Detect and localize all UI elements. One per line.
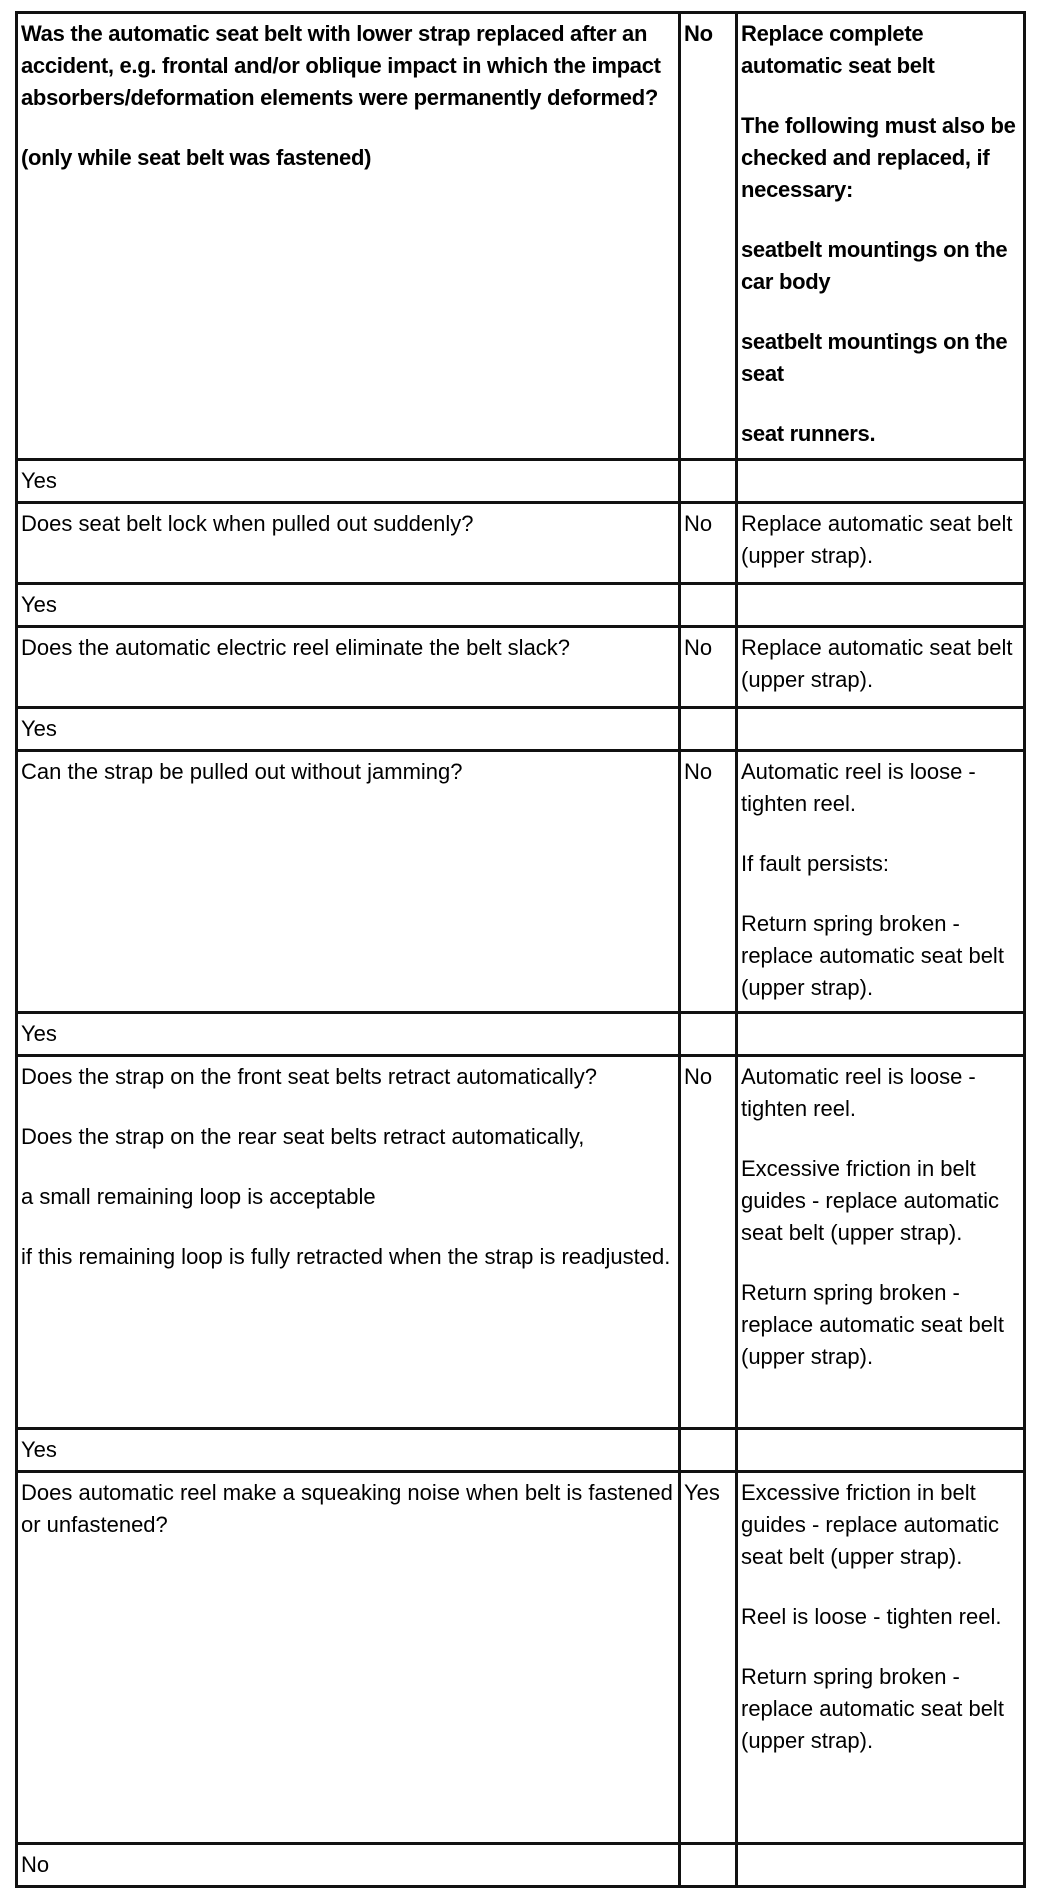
action-text: Replace automatic seat belt (upper strap). (741, 511, 1013, 568)
step-row (17, 503, 1025, 584)
action-text: Return spring broken - replace automatic seat belt (upper strap). (741, 1664, 1004, 1753)
action-text: seat runners. (741, 421, 876, 446)
action-cell (737, 627, 1025, 708)
question-cell (17, 1472, 680, 1844)
diagnostic-table (15, 11, 1026, 1888)
step-row (17, 751, 1025, 1013)
answer-text: No (684, 21, 713, 46)
empty-cell (680, 708, 737, 751)
next-step-label: Yes (17, 1013, 680, 1056)
action-text: Excessive friction in belt guides - replace automatic seat belt (upper strap). (741, 1156, 1000, 1245)
question-cell (17, 1056, 680, 1429)
empty-cell (737, 584, 1025, 627)
question-text: if this remaining loop is fully retracted when the strap is readjusted. (21, 1244, 671, 1269)
question-text: a small remaining loop is acceptable (21, 1184, 376, 1209)
step-row (17, 1056, 1025, 1429)
answer-cell (680, 1056, 737, 1429)
question-cell (17, 627, 680, 708)
next-step-label: Yes (17, 584, 680, 627)
empty-cell (737, 708, 1025, 751)
next-step-row (17, 1844, 1025, 1887)
answer-text: No (684, 635, 713, 660)
question-text: Was the automatic seat belt with lower strap replaced after an accident, e.g. frontal and/or oblique impact in which the impact absorbers/deformation elements were permanently deformed? (21, 21, 661, 110)
answer-cell (680, 751, 737, 1013)
next-step-row (17, 1013, 1025, 1056)
action-text: seatbelt mountings on the seat (741, 329, 1008, 386)
question-cell (17, 751, 680, 1013)
action-text: seatbelt mountings on the car body (741, 237, 1008, 294)
step-row (17, 1472, 1025, 1844)
answer-text: No (684, 511, 713, 536)
empty-cell (737, 1429, 1025, 1472)
next-step-label: Yes (17, 460, 680, 503)
next-step-label: Yes (17, 708, 680, 751)
answer-cell (680, 503, 737, 584)
answer-cell (680, 13, 737, 460)
action-text: Replace automatic seat belt (upper strap). (741, 635, 1013, 692)
empty-cell (737, 1844, 1025, 1887)
step-row (17, 13, 1025, 460)
empty-cell (737, 460, 1025, 503)
answer-cell (680, 627, 737, 708)
answer-cell (680, 1472, 737, 1844)
next-step-label: Yes (17, 1429, 680, 1472)
action-text: Return spring broken - replace automatic seat belt (upper strap). (741, 1280, 1004, 1369)
step-row (17, 627, 1025, 708)
empty-cell (680, 460, 737, 503)
action-text: Excessive friction in belt guides - replace automatic seat belt (upper strap). (741, 1480, 1000, 1569)
next-step-row (17, 708, 1025, 751)
question-text: Does automatic reel make a squeaking noise when belt is fastened or unfastened? (21, 1480, 673, 1537)
next-step-row (17, 584, 1025, 627)
next-step-label: No (17, 1844, 680, 1887)
question-cell (17, 503, 680, 584)
action-text: The following must also be checked and replaced, if necessary: (741, 113, 1016, 202)
question-text: Does seat belt lock when pulled out suddenly? (21, 511, 474, 536)
question-text: Does the strap on the rear seat belts retract automatically, (21, 1124, 585, 1149)
next-step-row (17, 1429, 1025, 1472)
action-cell (737, 1056, 1025, 1429)
answer-text: No (684, 759, 713, 784)
next-step-row (17, 460, 1025, 503)
question-text: Can the strap be pulled out without jamming? (21, 759, 463, 784)
empty-cell (737, 1013, 1025, 1056)
question-cell (17, 13, 680, 460)
action-cell (737, 503, 1025, 584)
action-text: Reel is loose - tighten reel. (741, 1604, 1002, 1629)
question-text: Does the strap on the front seat belts retract automatically? (21, 1064, 597, 1089)
question-text: Does the automatic electric reel eliminate the belt slack? (21, 635, 571, 660)
action-text: Automatic reel is loose - tighten reel. (741, 759, 976, 816)
empty-cell (680, 584, 737, 627)
action-text: If fault persists: (741, 851, 889, 876)
answer-text: No (684, 1064, 713, 1089)
question-text: (only while seat belt was fastened) (21, 145, 372, 170)
action-text: Replace complete automatic seat belt (741, 21, 935, 78)
empty-cell (680, 1429, 737, 1472)
action-cell (737, 13, 1025, 460)
answer-text: Yes (684, 1480, 720, 1505)
empty-cell (680, 1844, 737, 1887)
empty-cell (680, 1013, 737, 1056)
action-cell (737, 751, 1025, 1013)
action-cell (737, 1472, 1025, 1844)
action-text: Automatic reel is loose - tighten reel. (741, 1064, 976, 1121)
action-text: Return spring broken - replace automatic seat belt (upper strap). (741, 911, 1004, 1000)
